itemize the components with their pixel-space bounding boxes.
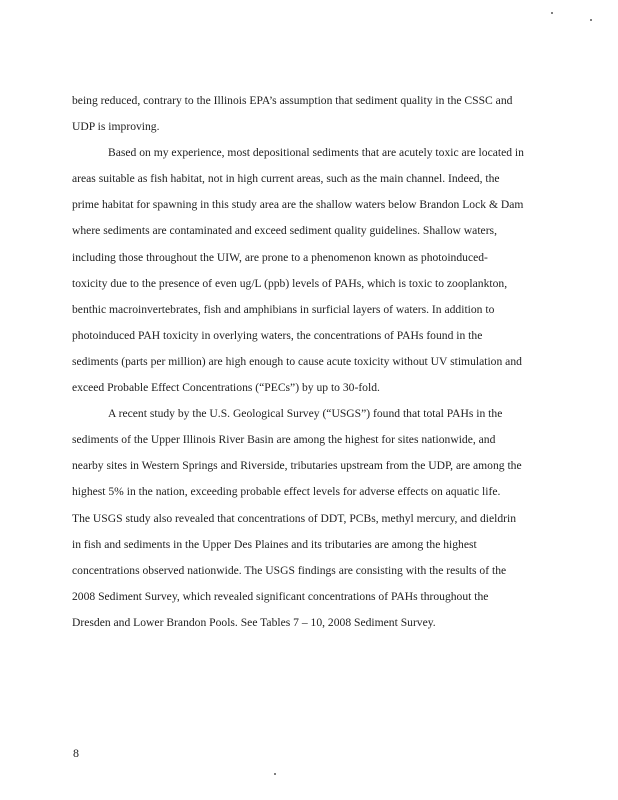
page-number: 8 (73, 746, 79, 760)
scan-speck (551, 12, 553, 14)
text-line: photoinduced PAH toxicity in overlying waters, the concentrations of PAHs found in the (72, 328, 483, 342)
text-line: UDP is improving. (72, 120, 160, 134)
paragraph (72, 401, 544, 636)
text-line: 2008 Sediment Survey, which revealed significant concentrations of PAHs throughout the (72, 589, 489, 603)
text-line: toxicity due to the presence of even ug/L (ppb) levels of PAHs, which is toxic to zooplankton, (72, 276, 508, 290)
text-line: benthic macroinvertebrates, fish and amphibians in surficial layers of waters. In addition to (72, 302, 495, 316)
text-line: including those throughout the UIW, are prone to a phenomenon known as photoinduced- (72, 250, 488, 264)
text-line: sediments (parts per million) are high enough to cause acute toxicity without UV stimulation and (72, 354, 522, 368)
text-line: A recent study by the U.S. Geological Survey (“USGS”) found that total PAHs in the (108, 407, 503, 421)
text-line: The USGS study also revealed that concentrations of DDT, PCBs, methyl mercury, and dieldrin (72, 511, 517, 525)
text-line: sediments of the Upper Illinois River Basin are among the highest for sites nationwide, and (72, 433, 496, 447)
scan-speck (590, 19, 592, 21)
text-line: being reduced, contrary to the Illinois EPA’s assumption that sediment quality in the CSSC and (72, 94, 513, 107)
paragraph (72, 88, 544, 140)
scan-speck (274, 773, 276, 775)
text-line: where sediments are contaminated and exceed sediment quality guidelines. Shallow waters, (72, 224, 497, 238)
text-line: in fish and sediments in the Upper Des Plaines and its tributaries are among the highest (72, 537, 477, 551)
text-line: Dresden and Lower Brandon Pools. See Tables 7 – 10, 2008 Sediment Survey. (72, 615, 436, 629)
text-line: Based on my experience, most depositional sediments that are acutely toxic are located in (108, 146, 524, 160)
paragraph (72, 140, 544, 401)
text-line: exceed Probable Effect Concentrations (“PECs”) by up to 30-fold. (72, 381, 380, 395)
text-line: areas suitable as fish habitat, not in high current areas, such as the main channel. Indeed, the (72, 172, 500, 186)
body-text (72, 88, 544, 636)
text-line: nearby sites in Western Springs and Riverside, tributaries upstream from the UDP, are among the (72, 459, 522, 473)
text-line: prime habitat for spawning in this study area are the shallow waters below Brandon Lock & Dam (72, 198, 524, 212)
text-line: concentrations observed nationwide. The USGS findings are consisting with the results of the (72, 563, 507, 577)
text-line: highest 5% in the nation, exceeding probable effect levels for adverse effects on aquatic life. (72, 485, 501, 499)
